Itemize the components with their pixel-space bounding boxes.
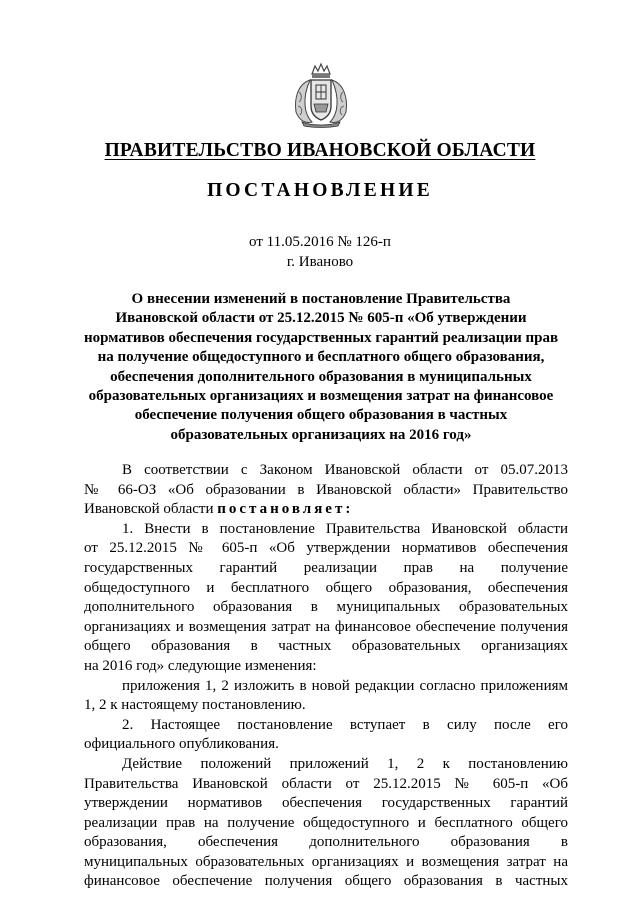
body-line: государственных гарантий реализации прав на получение [84,559,568,576]
body-line: муниципальных образовательных организациях и возмещения затрат на [84,853,568,870]
resolution-body [84,461,568,892]
document-city: г. Иваново [286,254,354,270]
body-line: официального опубликования. [84,736,279,753]
organization-title: ПРАВИТЕЛЬСТВО ИВАНОВСКОЙ ОБЛАСТИ [104,140,536,161]
resolution-heading [84,290,558,445]
body-line: реализации прав на получение общедоступного и бесплатного общего [84,814,568,831]
body-line: на 2016 год» следующие изменения: [84,657,317,674]
heading-line: нормативов обеспечения государственных гарантий реализации прав [84,329,559,346]
body-line: дополнительного образования в муниципальных образовательных [84,599,568,616]
body-line: № 66-ОЗ «Об образовании в Ивановской области» Правительство [84,481,568,498]
body-line: Правительства Ивановской области от 25.12.2015 № 605-п «Об [84,775,568,792]
decree-keyword: постановляет: [217,501,354,518]
body-line: финансовое обеспечение получения общего образования в частных [84,873,568,890]
body-line: 1, 2 к настоящему постановлению. [84,697,306,714]
body-line-text: Ивановской области [84,501,218,518]
document-date-number: от 11.05.2016 № 126-п [249,234,391,250]
heading-line: О внесении изменений в постановление Правительства [131,291,511,307]
body-line [84,500,568,520]
heading-line: на получение общедоступного и бесплатного общего образования, [97,349,545,366]
body-line: общего образования в частных образовательных организациях [84,638,568,655]
body-line: 2. Настоящее постановление вступает в силу после его [122,716,568,733]
body-line: общедоступного и бесплатного общего образования, обеспечения [84,579,568,596]
heading-line: обеспечения дополнительного образования в муниципальных [110,368,532,385]
body-line: В соответствии с Законом Ивановской области от 05.07.2013 [122,462,568,478]
body-line: организациях и возмещения затрат на финансовое обеспечение получения [84,618,568,635]
body-line: утверждении нормативов обеспечения государственных гарантий [84,795,568,812]
document-type-title: ПОСТАНОВЛЕНИЕ [207,180,433,201]
body-line: Действие положений приложений 1, 2 к постановлению [122,755,568,772]
body-line: от 25.12.2015 № 605-п «Об утверждении нормативов обеспечения [84,540,568,557]
heading-line: Ивановской области от 25.12.2015 № 605-п «Об утверждении [115,310,527,327]
body-line: образования, обеспечения дополнительного образования в [84,834,568,851]
coat-of-arms-emblem-icon [290,62,352,128]
heading-line: образовательных организациях и возмещения затрат на финансовое [88,388,554,405]
body-line: 1. Внести в постановление Правительства Ивановской области [122,520,568,537]
heading-line: образовательных организациях на 2016 год» [170,426,472,443]
body-line: приложения 1, 2 изложить в новой редакции согласно приложениям [122,677,568,694]
heading-line: обеспечение получения общего образования в частных [134,407,508,424]
